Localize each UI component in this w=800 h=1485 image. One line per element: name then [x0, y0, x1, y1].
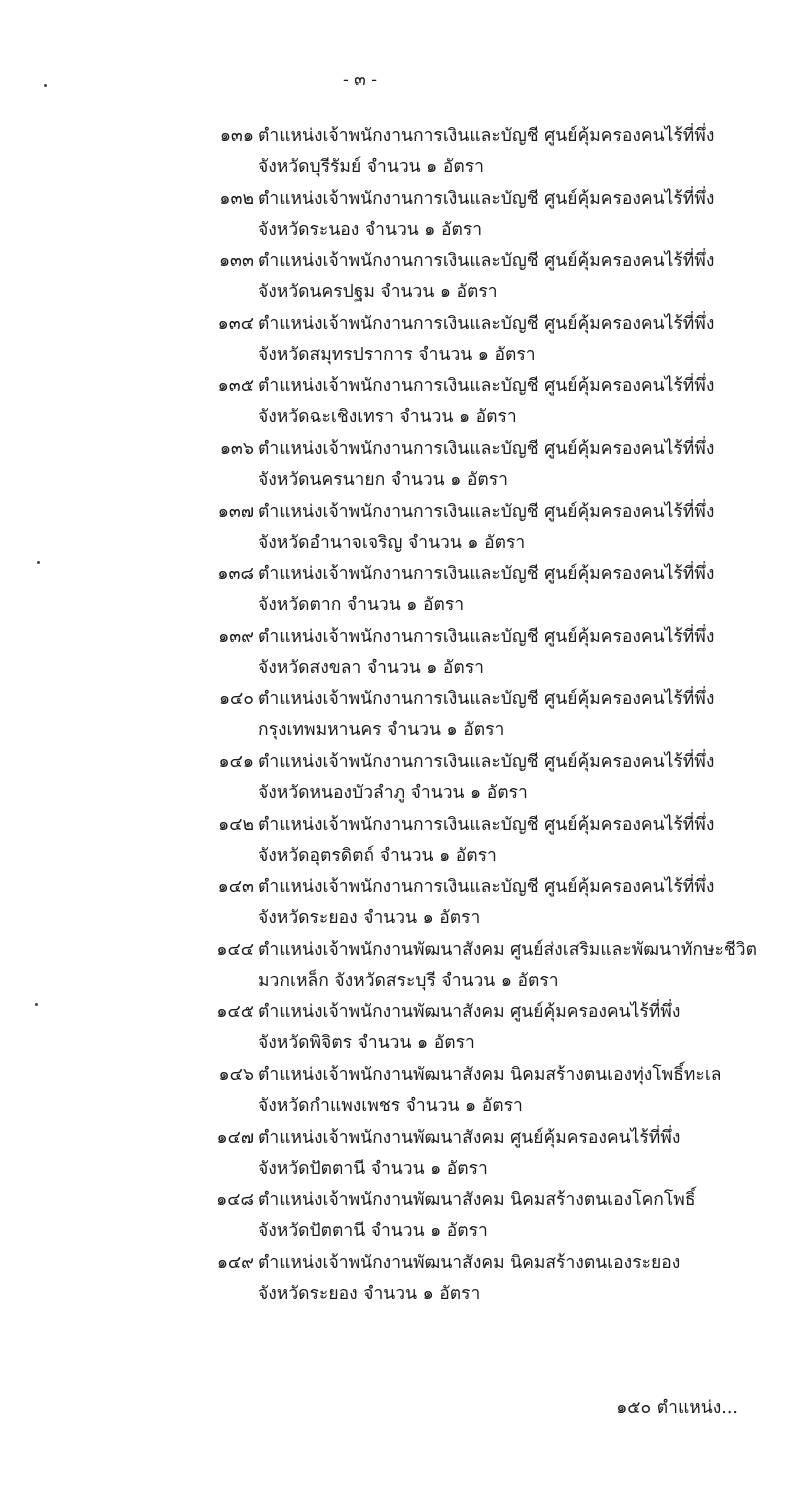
item-number: ๑๔๘	[216, 1190, 254, 1211]
item-number: ๑๔๒	[218, 814, 254, 835]
item-position-line: ตำแหน่งเจ้าพนักงานพัฒนาสังคม นิคมสร้างตนเองระยอง	[258, 1252, 681, 1273]
list-item	[190, 246, 750, 309]
list-item	[190, 121, 750, 184]
item-number: ๑๔๔	[216, 939, 254, 960]
item-number: ๑๔๖	[218, 1064, 254, 1085]
item-number: ๑๓๓	[218, 251, 254, 272]
item-location-line: จังหวัดปัตตานี จำนวน ๑ อัตรา	[258, 1158, 488, 1179]
list-item	[190, 747, 750, 810]
item-position-line: ตำแหน่งเจ้าพนักงานการเงินและบัญชี ศูนย์คุ้มครองคนไร้ที่พึ่ง	[258, 313, 715, 334]
list-item	[190, 1248, 750, 1311]
item-position-line: ตำแหน่งเจ้าพนักงานการเงินและบัญชี ศูนย์คุ้มครองคนไร้ที่พึ่ง	[258, 626, 715, 647]
item-location-line: จังหวัดสมุทรปราการ จำนวน ๑ อัตรา	[258, 344, 536, 365]
item-location-line: จังหวัดระนอง จำนวน ๑ อัตรา	[258, 219, 483, 240]
list-item	[190, 935, 757, 998]
item-location-line: จังหวัดบุรีรัมย์ จำนวน ๑ อัตรา	[258, 157, 484, 177]
item-position-line: ตำแหน่งเจ้าพนักงานการเงินและบัญชี ศูนย์คุ้มครองคนไร้ที่พึ่ง	[258, 376, 715, 397]
item-location-line: จังหวัดระยอง จำนวน ๑ อัตรา	[258, 1283, 481, 1304]
list-item	[190, 1123, 750, 1186]
list-item	[190, 1185, 750, 1248]
item-location-line: จังหวัดระยอง จำนวน ๑ อัตรา	[258, 908, 481, 929]
item-number: ๑๓๖	[219, 438, 254, 459]
list-item	[190, 622, 750, 685]
item-position-line: ตำแหน่งเจ้าพนักงานพัฒนาสังคม นิคมสร้างตนเองทุ่งโพธิ์ทะเล	[258, 1064, 722, 1085]
item-number: ๑๔๕	[216, 1002, 254, 1023]
item-location-line: กรุงเทพมหานคร จำนวน ๑ อัตรา	[258, 720, 505, 741]
scan-speck	[44, 84, 47, 87]
list-item	[190, 1060, 750, 1123]
item-position-line: ตำแหน่งเจ้าพนักงานการเงินและบัญชี ศูนย์คุ้มครองคนไร้ที่พึ่ง	[258, 564, 715, 585]
item-location-line: จังหวัดนครปฐม จำนวน ๑ อัตรา	[258, 282, 498, 303]
item-location-line: จังหวัดนครนายก จำนวน ๑ อัตรา	[258, 469, 508, 490]
item-position-line: ตำแหน่งเจ้าพนักงานพัฒนาสังคม นิคมสร้างตนเองโคกโพธิ์	[258, 1190, 696, 1211]
item-position-line: ตำแหน่งเจ้าพนักงานการเงินและบัญชี ศูนย์คุ้มครองคนไร้ที่พึ่ง	[258, 188, 715, 209]
item-number: ๑๔๓	[217, 877, 254, 898]
list-item	[190, 559, 750, 622]
item-number: ๑๔๗	[216, 1127, 254, 1148]
item-number: ๑๓๑	[219, 126, 254, 146]
item-location-line: จังหวัดกำแพงเพชร จำนวน ๑ อัตรา	[258, 1095, 523, 1116]
item-number: ๑๓๙	[218, 626, 254, 647]
list-item	[190, 184, 750, 247]
item-number: ๑๔๑	[218, 751, 254, 772]
item-location-line: จังหวัดอำนาจเจริญ จำนวน ๑ อัตรา	[258, 532, 526, 553]
list-item	[190, 872, 750, 935]
continuation-text: ๑๕๐ ตำแหน่ง...	[616, 1398, 738, 1418]
position-list	[190, 121, 757, 1310]
item-number: ๑๓๘	[217, 564, 254, 585]
item-location-line: จังหวัดหนองบัวลำภู จำนวน ๑ อัตรา	[258, 782, 528, 803]
item-location-line: มวกเหล็ก จังหวัดสระบุรี จำนวน ๑ อัตรา	[258, 970, 559, 991]
item-position-line: ตำแหน่งเจ้าพนักงานการเงินและบัญชี ศูนย์คุ้มครองคนไร้ที่พึ่ง	[258, 126, 715, 146]
item-location-line: จังหวัดปัตตานี จำนวน ๑ อัตรา	[258, 1221, 488, 1242]
item-number: ๑๔๙	[216, 1252, 254, 1273]
scan-speck	[35, 1003, 38, 1006]
item-number: ๑๓๔	[217, 313, 254, 334]
list-item	[190, 497, 750, 560]
item-number: ๑๔๐	[218, 689, 254, 710]
item-position-line: ตำแหน่งเจ้าพนักงานพัฒนาสังคม ศูนย์คุ้มครองคนไร้ที่พึ่ง	[258, 1127, 681, 1148]
item-position-line: ตำแหน่งเจ้าพนักงานการเงินและบัญชี ศูนย์คุ้มครองคนไร้ที่พึ่ง	[258, 877, 715, 898]
item-position-line: ตำแหน่งเจ้าพนักงานการเงินและบัญชี ศูนย์คุ้มครองคนไร้ที่พึ่ง	[258, 501, 715, 522]
list-item	[190, 684, 750, 747]
item-position-line: ตำแหน่งเจ้าพนักงานการเงินและบัญชี ศูนย์คุ้มครองคนไร้ที่พึ่ง	[258, 689, 715, 710]
item-position-line: ตำแหน่งเจ้าพนักงานพัฒนาสังคม ศูนย์คุ้มครองคนไร้ที่พึ่ง	[258, 1002, 681, 1023]
item-location-line: จังหวัดสงขลา จำนวน ๑ อัตรา	[258, 657, 484, 678]
item-position-line: ตำแหน่งเจ้าพนักงานการเงินและบัญชี ศูนย์คุ้มครองคนไร้ที่พึ่ง	[258, 814, 715, 835]
item-number: ๑๓๒	[219, 188, 254, 209]
list-item	[190, 309, 750, 372]
item-location-line: จังหวัดฉะเชิงเทรา จำนวน ๑ อัตรา	[258, 407, 517, 428]
item-location-line: จังหวัดอุตรดิตถ์ จำนวน ๑ อัตรา	[258, 845, 497, 866]
item-position-line: ตำแหน่งเจ้าพนักงานการเงินและบัญชี ศูนย์คุ้มครองคนไร้ที่พึ่ง	[258, 751, 715, 772]
scan-speck	[37, 561, 40, 564]
item-number: ๑๓๕	[217, 376, 254, 397]
item-location-line: จังหวัดพิจิตร จำนวน ๑ อัตรา	[258, 1033, 475, 1054]
list-item	[190, 997, 750, 1060]
list-item	[190, 810, 750, 873]
item-position-line: ตำแหน่งเจ้าพนักงานการเงินและบัญชี ศูนย์คุ้มครองคนไร้ที่พึ่ง	[258, 251, 715, 272]
item-position-line: ตำแหน่งเจ้าพนักงานการเงินและบัญชี ศูนย์คุ้มครองคนไร้ที่พึ่ง	[258, 438, 715, 459]
item-location-line: จังหวัดตาก จำนวน ๑ อัตรา	[258, 595, 465, 616]
item-number: ๑๓๗	[217, 501, 254, 522]
page-number: - ๓ -	[343, 70, 377, 90]
list-item	[190, 371, 750, 434]
list-item	[190, 434, 750, 497]
item-position-line: ตำแหน่งเจ้าพนักงานพัฒนาสังคม ศูนย์ส่งเสริมและพัฒนาทักษะชีวิต	[258, 939, 757, 960]
